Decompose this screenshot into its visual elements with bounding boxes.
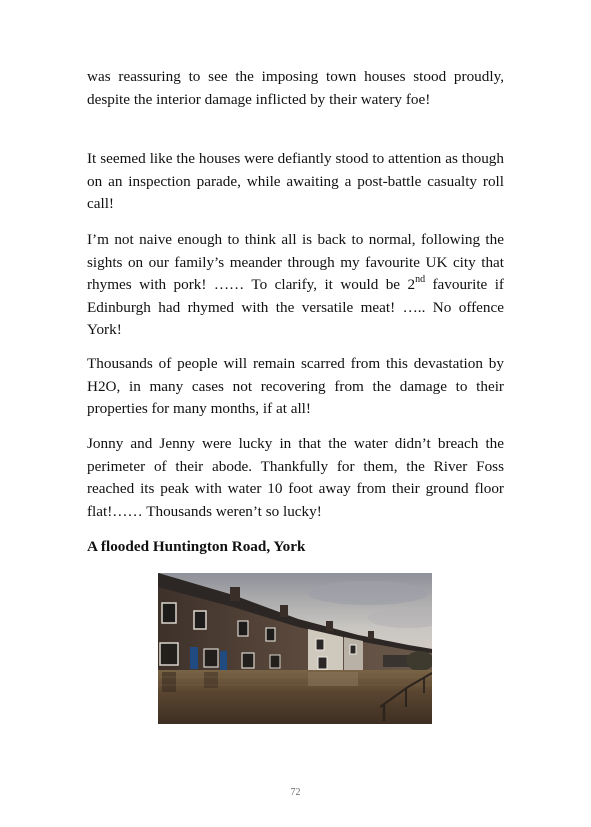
ordinal-superscript: nd	[415, 274, 426, 285]
flooded-street-photo	[158, 573, 432, 724]
paragraph-3	[87, 229, 504, 342]
paragraph-3-text-a: I’m not naive enough to think all is back to normal, following the sights on our family’s meander through my favourite UK city that rhymes with pork! …… To clarify, it would be 2	[87, 231, 504, 293]
paragraph-5: Jonny and Jenny were lucky in that the water didn’t breach the perimeter of their abode. Thankfully for them, the River Foss reached its peak with water 10 foot away from their ground floor flat!…… Thousands weren’t so lucky!	[87, 435, 504, 520]
photo-caption: A flooded Huntington Road, York	[87, 538, 306, 555]
paragraph-2: It seemed like the houses were defiantly stood to attention as though on an inspection parade, while awaiting a post-battle casualty roll call!	[87, 150, 504, 212]
page-number: 72	[290, 787, 301, 798]
paragraph-3-text-b: favourite if Edinburgh had rhymed with the versatile meat! ….. No offence York!	[87, 276, 504, 338]
paragraph-1: was reassuring to see the imposing town houses stood proudly, despite the interior damage inflicted by their watery foe!	[87, 68, 504, 108]
paragraph-4: Thousands of people will remain scarred from this devastation by H2O, in many cases not recovering from the damage to their properties for many months, if at all!	[87, 355, 504, 417]
